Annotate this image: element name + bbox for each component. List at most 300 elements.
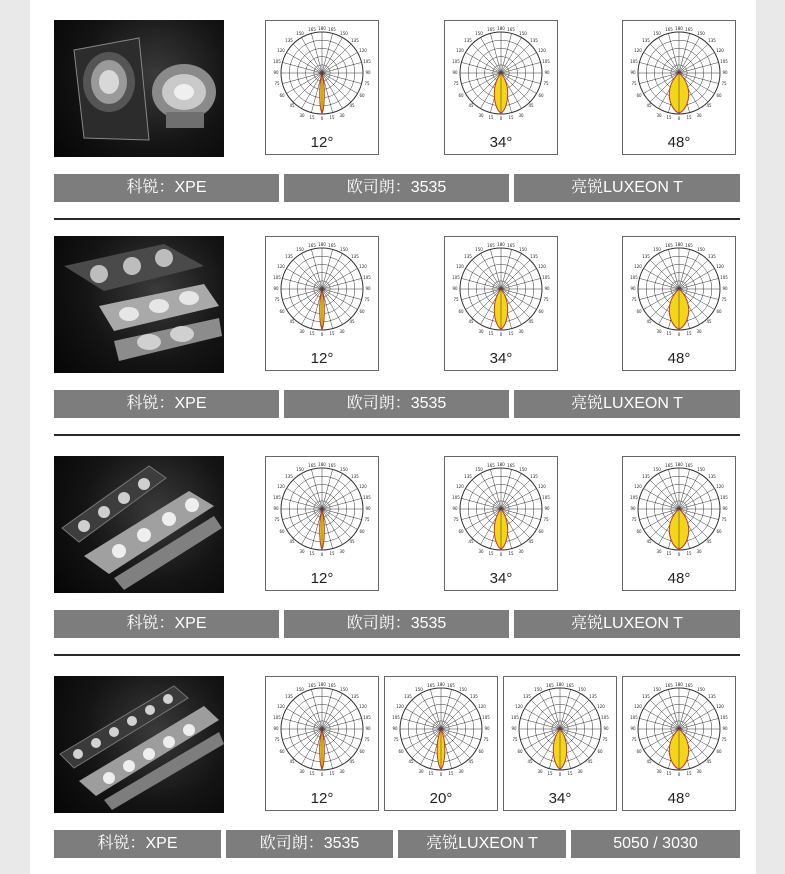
polar-diagram-34 bbox=[445, 457, 557, 569]
scale-tick-label: 105 bbox=[363, 495, 371, 500]
polar-diagram-34 bbox=[445, 237, 557, 349]
scale-tick-label: 60 bbox=[359, 309, 365, 314]
scale-tick-label: 30 bbox=[656, 769, 662, 774]
scale-tick-label: 150 bbox=[534, 687, 542, 692]
scale-tick-label: 60 bbox=[279, 529, 285, 534]
scale-tick-label: 90 bbox=[365, 726, 371, 731]
beam-angle-label: 48° bbox=[667, 134, 691, 151]
scale-tick-label: 30 bbox=[478, 329, 484, 334]
scale-tick-label: 90 bbox=[603, 726, 609, 731]
scale-tick-label: 120 bbox=[716, 264, 724, 269]
scale-tick-label: 180 bbox=[318, 26, 326, 31]
scale-tick-label: 60 bbox=[636, 529, 642, 534]
scale-tick-label: 15 bbox=[329, 115, 335, 120]
scale-tick-label: 60 bbox=[279, 749, 285, 754]
scale-tick-label: 45 bbox=[349, 319, 355, 324]
scale-tick-label: 165 bbox=[685, 243, 693, 248]
beam-angle-label: 12° bbox=[310, 350, 334, 367]
scale-tick-label: 135 bbox=[530, 254, 538, 259]
scale-tick-label: 135 bbox=[285, 474, 293, 479]
scale-tick-label: 90 bbox=[630, 286, 636, 291]
polar-diagram-48 bbox=[623, 237, 735, 349]
scale-tick-label: 120 bbox=[716, 704, 724, 709]
beam-diagram bbox=[622, 236, 736, 371]
scale-tick-label: 135 bbox=[589, 694, 597, 699]
scale-tick-label: 15 bbox=[329, 771, 335, 776]
scale-tick-label: 105 bbox=[630, 275, 638, 280]
scale-tick-label: 45 bbox=[528, 103, 534, 108]
scale-tick-label: 180 bbox=[318, 242, 326, 247]
scale-tick-label: 60 bbox=[538, 529, 544, 534]
scale-tick-label: 45 bbox=[349, 103, 355, 108]
scale-tick-label: 0 bbox=[558, 772, 562, 777]
scale-tick-label: 120 bbox=[634, 48, 642, 53]
scale-tick-label: 60 bbox=[279, 93, 285, 98]
scale-tick-label: 60 bbox=[636, 309, 642, 314]
beam-diagram bbox=[384, 676, 498, 811]
scale-tick-label: 120 bbox=[277, 484, 285, 489]
scale-tick-label: 45 bbox=[408, 759, 414, 764]
scale-tick-label: 165 bbox=[665, 463, 673, 468]
scale-tick-label: 30 bbox=[299, 113, 305, 118]
scale-tick-label: 0 bbox=[677, 772, 681, 777]
scale-tick-label: 165 bbox=[328, 27, 336, 32]
beam-angle-label: 48° bbox=[667, 570, 691, 587]
scale-tick-label: 45 bbox=[349, 759, 355, 764]
scale-tick-label: 30 bbox=[418, 769, 424, 774]
scale-tick-label: 45 bbox=[706, 759, 712, 764]
scale-tick-label: 90 bbox=[365, 286, 371, 291]
led-compatibility-bar bbox=[54, 830, 740, 858]
scale-tick-label: 75 bbox=[721, 297, 727, 302]
scale-tick-label: 150 bbox=[296, 467, 304, 472]
scale-tick-label: 60 bbox=[716, 309, 722, 314]
scale-tick-label: 60 bbox=[636, 93, 642, 98]
scale-tick-label: 105 bbox=[452, 495, 460, 500]
scale-tick-label: 60 bbox=[517, 749, 523, 754]
scale-tick-label: 15 bbox=[309, 551, 315, 556]
scale-tick-label: 30 bbox=[339, 549, 345, 554]
scale-tick-label: 180 bbox=[675, 462, 683, 467]
scale-tick-label: 120 bbox=[456, 264, 464, 269]
scale-tick-label: 180 bbox=[497, 26, 505, 31]
scale-tick-label: 150 bbox=[340, 467, 348, 472]
scale-tick-label: 165 bbox=[507, 27, 515, 32]
scale-tick-label: 90 bbox=[722, 286, 728, 291]
led-label-lumileds: 亮锐LUXEON T bbox=[514, 390, 740, 418]
scale-tick-label: 135 bbox=[708, 694, 716, 699]
scale-tick-label: 150 bbox=[697, 687, 705, 692]
scale-tick-label: 135 bbox=[351, 474, 359, 479]
beam-diagram bbox=[265, 20, 379, 155]
scale-tick-label: 135 bbox=[523, 694, 531, 699]
scale-tick-label: 30 bbox=[696, 329, 702, 334]
led-label-osram: 欧司朗：3535 bbox=[284, 390, 509, 418]
scale-tick-label: 45 bbox=[349, 539, 355, 544]
scale-tick-label: 15 bbox=[488, 331, 494, 336]
scale-tick-label: 60 bbox=[538, 309, 544, 314]
scale-tick-label: 120 bbox=[359, 484, 367, 489]
scale-tick-label: 90 bbox=[722, 506, 728, 511]
scale-tick-label: 105 bbox=[482, 715, 490, 720]
beam-diagram bbox=[622, 20, 736, 155]
scale-tick-label: 120 bbox=[456, 484, 464, 489]
led-compatibility-bar bbox=[54, 610, 740, 638]
scale-tick-label: 165 bbox=[685, 27, 693, 32]
scale-tick-label: 150 bbox=[519, 31, 527, 36]
scale-tick-label: 75 bbox=[364, 81, 370, 86]
scale-tick-label: 60 bbox=[458, 309, 464, 314]
scale-tick-label: 135 bbox=[285, 694, 293, 699]
led-label-cree: 科锐：XPE bbox=[54, 830, 221, 858]
scale-tick-label: 75 bbox=[453, 297, 459, 302]
scale-tick-label: 0 bbox=[499, 116, 503, 121]
scale-tick-label: 150 bbox=[697, 31, 705, 36]
scale-tick-label: 45 bbox=[289, 759, 295, 764]
scale-tick-label: 165 bbox=[328, 683, 336, 688]
led-label-cree: 科锐：XPE bbox=[54, 610, 279, 638]
scale-tick-label: 120 bbox=[634, 704, 642, 709]
scale-tick-label: 90 bbox=[273, 726, 279, 731]
scale-tick-label: 165 bbox=[507, 463, 515, 468]
scale-tick-label: 45 bbox=[646, 319, 652, 324]
scale-tick-label: 150 bbox=[340, 31, 348, 36]
scale-tick-label: 180 bbox=[675, 242, 683, 247]
scale-tick-label: 15 bbox=[309, 331, 315, 336]
scale-tick-label: 45 bbox=[646, 103, 652, 108]
scale-tick-label: 60 bbox=[398, 749, 404, 754]
beam-diagram bbox=[444, 20, 558, 155]
scale-tick-label: 165 bbox=[427, 683, 435, 688]
scale-tick-label: 15 bbox=[508, 331, 514, 336]
scale-tick-label: 60 bbox=[636, 749, 642, 754]
scale-tick-label: 165 bbox=[308, 243, 316, 248]
scale-tick-label: 150 bbox=[475, 31, 483, 36]
scale-tick-label: 15 bbox=[309, 771, 315, 776]
scale-tick-label: 30 bbox=[299, 769, 305, 774]
scale-tick-label: 105 bbox=[542, 275, 550, 280]
scale-tick-label: 90 bbox=[484, 726, 490, 731]
scale-tick-label: 0 bbox=[320, 772, 324, 777]
scale-tick-label: 15 bbox=[686, 771, 692, 776]
scale-tick-label: 90 bbox=[511, 726, 517, 731]
scale-tick-label: 45 bbox=[468, 759, 474, 764]
scale-tick-label: 165 bbox=[308, 683, 316, 688]
scale-tick-label: 90 bbox=[273, 286, 279, 291]
scale-tick-label: 75 bbox=[274, 737, 280, 742]
product-photo bbox=[54, 456, 224, 593]
beam-angle-label: 48° bbox=[667, 790, 691, 807]
product-sheet bbox=[30, 0, 756, 874]
scale-tick-label: 120 bbox=[359, 48, 367, 53]
scale-tick-label: 60 bbox=[716, 93, 722, 98]
beam-angle-label: 34° bbox=[489, 134, 513, 151]
scale-tick-label: 165 bbox=[546, 683, 554, 688]
scale-tick-label: 30 bbox=[299, 549, 305, 554]
scale-tick-label: 45 bbox=[587, 759, 593, 764]
scale-tick-label: 30 bbox=[656, 329, 662, 334]
scale-tick-label: 120 bbox=[538, 48, 546, 53]
scale-tick-label: 165 bbox=[328, 243, 336, 248]
scale-tick-label: 105 bbox=[392, 715, 400, 720]
scale-tick-label: 150 bbox=[653, 687, 661, 692]
scale-tick-label: 105 bbox=[601, 715, 609, 720]
scale-tick-label: 60 bbox=[478, 749, 484, 754]
scale-tick-label: 105 bbox=[452, 275, 460, 280]
scale-tick-label: 75 bbox=[274, 81, 280, 86]
scale-tick-label: 150 bbox=[475, 247, 483, 252]
scale-tick-label: 120 bbox=[396, 704, 404, 709]
led-compatibility-bar bbox=[54, 390, 740, 418]
beam-angle-label: 34° bbox=[489, 570, 513, 587]
scale-tick-label: 60 bbox=[359, 749, 365, 754]
product-photo bbox=[54, 676, 224, 813]
scale-tick-label: 150 bbox=[459, 687, 467, 692]
scale-tick-label: 135 bbox=[470, 694, 478, 699]
scale-tick-label: 30 bbox=[478, 549, 484, 554]
scale-tick-label: 165 bbox=[685, 463, 693, 468]
scale-tick-label: 135 bbox=[708, 474, 716, 479]
scale-tick-label: 90 bbox=[544, 506, 550, 511]
scale-tick-label: 150 bbox=[475, 467, 483, 472]
led-label-osram: 欧司朗：3535 bbox=[226, 830, 393, 858]
scale-tick-label: 90 bbox=[273, 70, 279, 75]
scale-tick-label: 105 bbox=[630, 59, 638, 64]
scale-tick-label: 135 bbox=[464, 474, 472, 479]
scale-tick-label: 105 bbox=[720, 275, 728, 280]
scale-tick-label: 180 bbox=[437, 682, 445, 687]
scale-tick-label: 30 bbox=[656, 113, 662, 118]
led-label-cree: 科锐：XPE bbox=[54, 174, 279, 202]
led-label-lumileds: 亮锐LUXEON T bbox=[398, 830, 566, 858]
scale-tick-label: 60 bbox=[279, 309, 285, 314]
polar-diagram-12 bbox=[266, 237, 378, 349]
scale-tick-label: 180 bbox=[675, 26, 683, 31]
polar-diagram-48 bbox=[623, 21, 735, 133]
scale-tick-label: 105 bbox=[542, 495, 550, 500]
scale-tick-label: 15 bbox=[686, 551, 692, 556]
scale-tick-label: 120 bbox=[538, 484, 546, 489]
scale-tick-label: 15 bbox=[488, 115, 494, 120]
scale-tick-label: 15 bbox=[686, 115, 692, 120]
scale-tick-label: 15 bbox=[329, 551, 335, 556]
scale-tick-label: 150 bbox=[653, 247, 661, 252]
scale-tick-label: 135 bbox=[404, 694, 412, 699]
scale-tick-label: 105 bbox=[720, 59, 728, 64]
scale-tick-label: 120 bbox=[277, 48, 285, 53]
polar-diagram-34 bbox=[445, 21, 557, 133]
scale-tick-label: 120 bbox=[716, 484, 724, 489]
scale-tick-label: 135 bbox=[351, 254, 359, 259]
polar-diagram-12 bbox=[266, 21, 378, 133]
scale-tick-label: 165 bbox=[447, 683, 455, 688]
scale-tick-label: 105 bbox=[363, 275, 371, 280]
scale-tick-label: 180 bbox=[497, 242, 505, 247]
scale-tick-label: 180 bbox=[556, 682, 564, 687]
led-label-osram: 欧司朗：3535 bbox=[284, 610, 509, 638]
scale-tick-label: 165 bbox=[487, 27, 495, 32]
scale-tick-label: 75 bbox=[543, 517, 549, 522]
scale-tick-label: 165 bbox=[685, 683, 693, 688]
scale-tick-label: 135 bbox=[285, 38, 293, 43]
scale-tick-label: 135 bbox=[464, 38, 472, 43]
scale-tick-label: 45 bbox=[468, 103, 474, 108]
scale-tick-label: 120 bbox=[597, 704, 605, 709]
scale-tick-label: 105 bbox=[273, 715, 281, 720]
scale-tick-label: 150 bbox=[340, 687, 348, 692]
scale-tick-label: 135 bbox=[642, 38, 650, 43]
beam-angle-label: 12° bbox=[310, 790, 334, 807]
scale-tick-label: 60 bbox=[716, 749, 722, 754]
scale-tick-label: 15 bbox=[448, 771, 454, 776]
scale-tick-label: 15 bbox=[547, 771, 553, 776]
beam-diagram bbox=[444, 236, 558, 371]
scale-tick-label: 135 bbox=[642, 694, 650, 699]
section-divider bbox=[54, 654, 740, 656]
scale-tick-label: 120 bbox=[538, 264, 546, 269]
scale-tick-label: 0 bbox=[677, 552, 681, 557]
scale-tick-label: 15 bbox=[428, 771, 434, 776]
product-photo bbox=[54, 236, 224, 373]
scale-tick-label: 30 bbox=[478, 113, 484, 118]
scale-tick-label: 105 bbox=[630, 715, 638, 720]
scale-tick-label: 45 bbox=[646, 759, 652, 764]
scale-tick-label: 15 bbox=[666, 771, 672, 776]
polar-diagram-48 bbox=[623, 677, 735, 789]
scale-tick-label: 90 bbox=[722, 726, 728, 731]
scale-tick-label: 90 bbox=[452, 70, 458, 75]
scale-tick-label: 135 bbox=[642, 254, 650, 259]
scale-tick-label: 135 bbox=[530, 38, 538, 43]
scale-tick-label: 45 bbox=[527, 759, 533, 764]
scale-tick-label: 165 bbox=[487, 463, 495, 468]
scale-tick-label: 150 bbox=[578, 687, 586, 692]
scale-tick-label: 90 bbox=[630, 70, 636, 75]
scale-tick-label: 30 bbox=[339, 769, 345, 774]
scale-tick-label: 165 bbox=[308, 27, 316, 32]
scale-tick-label: 15 bbox=[567, 771, 573, 776]
beam-angle-label: 20° bbox=[429, 790, 453, 807]
scale-tick-label: 90 bbox=[722, 70, 728, 75]
scale-tick-label: 75 bbox=[543, 297, 549, 302]
scale-tick-label: 30 bbox=[339, 113, 345, 118]
beam-diagram bbox=[265, 676, 379, 811]
scale-tick-label: 105 bbox=[363, 59, 371, 64]
scale-tick-label: 0 bbox=[439, 772, 443, 777]
beam-angle-label: 12° bbox=[310, 134, 334, 151]
polar-diagram-48 bbox=[623, 457, 735, 569]
scale-tick-label: 45 bbox=[289, 319, 295, 324]
scale-tick-label: 75 bbox=[393, 737, 399, 742]
scale-tick-label: 150 bbox=[415, 687, 423, 692]
scale-tick-label: 45 bbox=[646, 539, 652, 544]
scale-tick-label: 105 bbox=[542, 59, 550, 64]
scale-tick-label: 60 bbox=[359, 529, 365, 534]
scale-tick-label: 15 bbox=[508, 115, 514, 120]
led-label-lumileds: 亮锐LUXEON T bbox=[514, 174, 740, 202]
polar-diagram-20 bbox=[385, 677, 497, 789]
led-compatibility-bar bbox=[54, 174, 740, 202]
beam-angle-label: 34° bbox=[489, 350, 513, 367]
scale-tick-label: 75 bbox=[453, 517, 459, 522]
product-photo bbox=[54, 20, 224, 157]
scale-tick-label: 45 bbox=[468, 539, 474, 544]
scale-tick-label: 30 bbox=[696, 549, 702, 554]
scale-tick-label: 135 bbox=[351, 694, 359, 699]
scale-tick-label: 90 bbox=[392, 726, 398, 731]
polar-diagram-12 bbox=[266, 457, 378, 569]
scale-tick-label: 15 bbox=[666, 331, 672, 336]
scale-tick-label: 135 bbox=[708, 254, 716, 259]
scale-tick-label: 120 bbox=[634, 484, 642, 489]
scale-tick-label: 75 bbox=[721, 517, 727, 522]
scale-tick-label: 15 bbox=[488, 551, 494, 556]
scale-tick-label: 150 bbox=[519, 247, 527, 252]
scale-tick-label: 0 bbox=[320, 332, 324, 337]
section-divider bbox=[54, 434, 740, 436]
scale-tick-label: 90 bbox=[630, 726, 636, 731]
beam-diagram bbox=[265, 236, 379, 371]
scale-tick-label: 150 bbox=[296, 247, 304, 252]
led-label-osram: 欧司朗：3535 bbox=[284, 174, 509, 202]
scale-tick-label: 30 bbox=[339, 329, 345, 334]
scale-tick-label: 75 bbox=[364, 297, 370, 302]
scale-tick-label: 165 bbox=[507, 243, 515, 248]
scale-tick-label: 60 bbox=[716, 529, 722, 534]
scale-tick-label: 0 bbox=[677, 116, 681, 121]
scale-tick-label: 165 bbox=[665, 683, 673, 688]
scale-tick-label: 75 bbox=[721, 737, 727, 742]
scale-tick-label: 90 bbox=[365, 506, 371, 511]
led-label-cree: 科锐：XPE bbox=[54, 390, 279, 418]
scale-tick-label: 60 bbox=[359, 93, 365, 98]
scale-tick-label: 15 bbox=[309, 115, 315, 120]
scale-tick-label: 45 bbox=[706, 103, 712, 108]
scale-tick-label: 45 bbox=[528, 319, 534, 324]
beam-diagram bbox=[265, 456, 379, 591]
scale-tick-label: 150 bbox=[697, 247, 705, 252]
scale-tick-label: 120 bbox=[478, 704, 486, 709]
scale-tick-label: 105 bbox=[273, 275, 281, 280]
led-label-lumileds: 亮锐LUXEON T bbox=[514, 610, 740, 638]
scale-tick-label: 180 bbox=[318, 682, 326, 687]
scale-tick-label: 15 bbox=[508, 551, 514, 556]
section-divider bbox=[54, 218, 740, 220]
scale-tick-label: 105 bbox=[630, 495, 638, 500]
scale-tick-label: 75 bbox=[631, 737, 637, 742]
beam-angle-label: 12° bbox=[310, 570, 334, 587]
scale-tick-label: 75 bbox=[631, 81, 637, 86]
scale-tick-label: 120 bbox=[716, 48, 724, 53]
scale-tick-label: 30 bbox=[577, 769, 583, 774]
scale-tick-label: 60 bbox=[538, 93, 544, 98]
scale-tick-label: 105 bbox=[720, 495, 728, 500]
scale-tick-label: 120 bbox=[277, 264, 285, 269]
led-label-5050-3030: 5050 / 3030 bbox=[571, 830, 740, 858]
beam-angle-label: 48° bbox=[667, 350, 691, 367]
scale-tick-label: 165 bbox=[308, 463, 316, 468]
scale-tick-label: 75 bbox=[483, 737, 489, 742]
scale-tick-label: 120 bbox=[634, 264, 642, 269]
scale-tick-label: 165 bbox=[487, 243, 495, 248]
scale-tick-label: 150 bbox=[296, 687, 304, 692]
scale-tick-label: 75 bbox=[631, 517, 637, 522]
beam-diagram bbox=[622, 676, 736, 811]
scale-tick-label: 30 bbox=[537, 769, 543, 774]
scale-tick-label: 90 bbox=[452, 286, 458, 291]
scale-tick-label: 45 bbox=[289, 103, 295, 108]
scale-tick-label: 105 bbox=[511, 715, 519, 720]
